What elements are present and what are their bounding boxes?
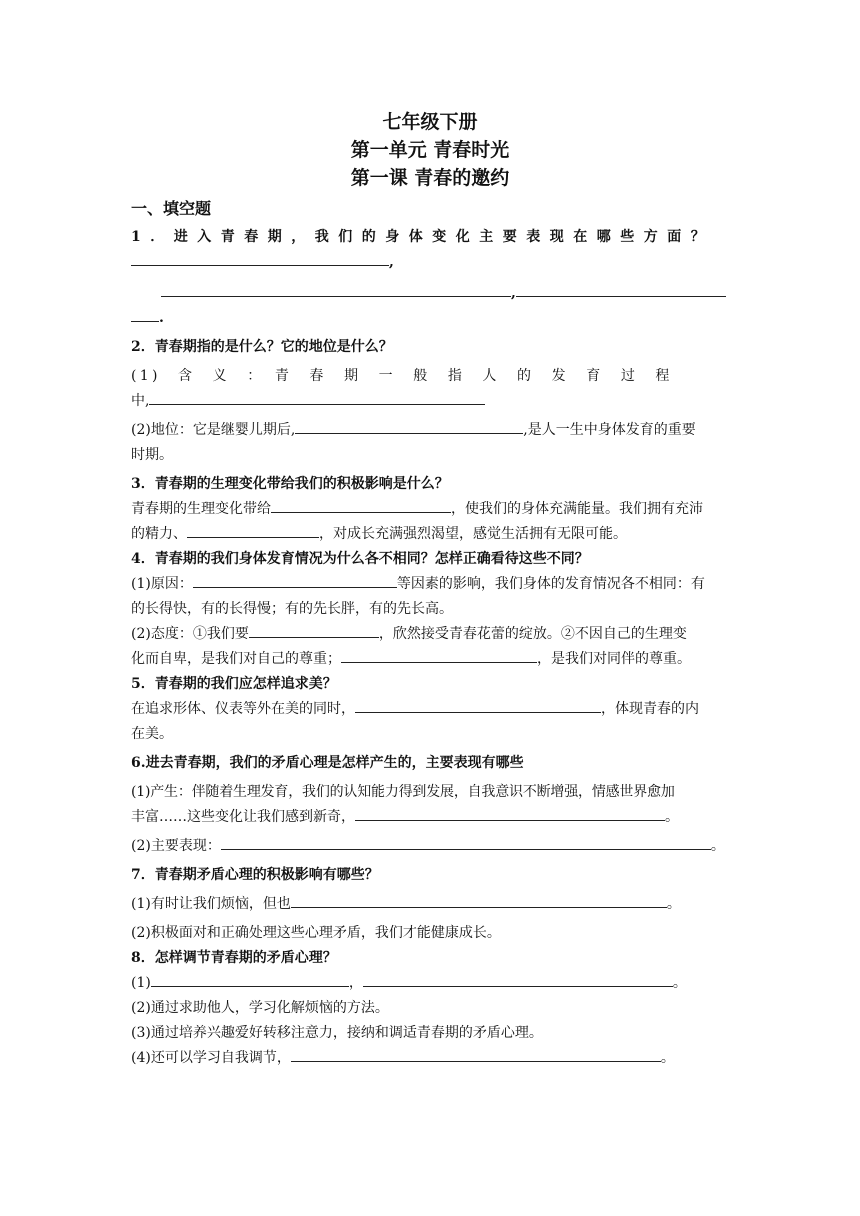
question-8-answer-4: (4)还可以学习自我调节， 。 bbox=[131, 1046, 730, 1071]
answer-blank[interactable] bbox=[161, 281, 511, 297]
answer-blank[interactable] bbox=[149, 389, 485, 405]
unit-title: 第一单元 青春时光 bbox=[350, 139, 510, 161]
question-2-answer-2: (2)地位：它是继婴儿期后, ,是人一生中身体发育的重要 bbox=[131, 418, 730, 443]
question-1-blank-line-2 bbox=[131, 281, 730, 306]
answer-blank[interactable] bbox=[221, 834, 711, 850]
question-3-prompt: 3．青春期的生理变化带给我们的积极影响是什么？ bbox=[131, 476, 449, 492]
question-4 bbox=[131, 547, 730, 672]
question-2-answer-2-cont: 时期。 bbox=[131, 447, 173, 463]
separator: , bbox=[389, 254, 394, 270]
question-4-prompt: 4．青春期的我们身体发育情况为什么各不相同？怎样正确看待这些不同？ bbox=[131, 551, 589, 567]
question-1 bbox=[131, 225, 730, 331]
answer-blank[interactable] bbox=[187, 522, 319, 538]
question-6-prompt: 6.进去青春期，我们的矛盾心理是怎样产生的，主要表现有哪些 bbox=[131, 755, 524, 771]
question-4-answer-1: (1)原因： 等因素的影响，我们身体的发育情况各不相同：有 bbox=[131, 572, 730, 597]
answer-blank[interactable] bbox=[193, 572, 397, 588]
answer-blank[interactable] bbox=[291, 1046, 661, 1062]
answer-blank[interactable] bbox=[271, 497, 451, 513]
question-4-answer-1-cont: 的长得快，有的长得慢；有的先长胖，有的先长高。 bbox=[131, 601, 453, 617]
question-8-answer-1: (1) ， 。 bbox=[131, 971, 730, 996]
answer-blank[interactable] bbox=[249, 622, 379, 638]
question-5-line-2: 在美。 bbox=[131, 726, 173, 742]
section-heading: 一、填空题 bbox=[131, 199, 212, 218]
question-7 bbox=[131, 863, 730, 946]
answer-blank[interactable] bbox=[295, 418, 523, 434]
title-block bbox=[0, 108, 860, 192]
question-4-answer-2-cont: 化而自卑，是我们对自己的尊重； ，是我们对同伴的尊重。 bbox=[131, 647, 730, 672]
question-7-answer-2: (2)积极面对和正确处理这些心理矛盾，我们才能健康成长。 bbox=[131, 925, 501, 941]
answer-blank[interactable] bbox=[355, 805, 665, 821]
question-6 bbox=[131, 751, 730, 859]
answer-blank[interactable] bbox=[516, 281, 726, 297]
question-7-answer-1: (1)有时让我们烦恼，但也 。 bbox=[131, 892, 730, 917]
separator: , bbox=[511, 285, 516, 301]
grade-title: 七年级下册 bbox=[382, 111, 478, 133]
question-5-line-1: 在追求形体、仪表等外在美的同时， ，体现青春的内 bbox=[131, 697, 730, 722]
question-6-answer-1: (1)产生：伴随着生理发育，我们的认知能力得到发展，自我意识不断增强，情感世界愈加 bbox=[131, 784, 675, 800]
question-1-blank-line-1 bbox=[131, 250, 730, 275]
question-2 bbox=[131, 335, 730, 468]
lesson-title: 第一课 青春的邀约 bbox=[350, 167, 510, 189]
worksheet-content bbox=[131, 196, 730, 1071]
question-8 bbox=[131, 946, 730, 1071]
question-5-prompt: 5．青春期的我们应怎样追求美？ bbox=[131, 676, 337, 692]
question-8-answer-3: (3)通过培养兴趣爱好转移注意力，接纳和调适青春期的矛盾心理。 bbox=[131, 1025, 543, 1041]
answer-blank[interactable] bbox=[341, 647, 537, 663]
question-1-blank-line-3 bbox=[131, 306, 730, 331]
answer-blank[interactable] bbox=[291, 892, 667, 908]
question-2-answer-1: (1) 含 义 ： 青 春 期 一 般 指 人 的 发 育 过 程 bbox=[131, 368, 673, 384]
answer-blank[interactable] bbox=[151, 971, 349, 987]
question-8-answer-2: (2)通过求助他人，学习化解烦恼的方法。 bbox=[131, 1000, 389, 1016]
question-2-prompt: 2．青春期指的是什么？它的地位是什么？ bbox=[131, 339, 393, 355]
question-3 bbox=[131, 472, 730, 547]
question-3-line-2: 的精力、 ，对成长充满强烈渴望，感觉生活拥有无限可能。 bbox=[131, 522, 730, 547]
question-1-prompt: 1．进入青春期，我们的身体变化主要表现在哪些方面？ bbox=[131, 229, 715, 245]
question-5 bbox=[131, 672, 730, 747]
answer-blank[interactable] bbox=[363, 971, 673, 987]
question-4-answer-2: (2)态度：①我们要 ，欣然接受青春花蕾的绽放。②不因自己的生理变 bbox=[131, 622, 730, 647]
answer-blank[interactable] bbox=[355, 697, 601, 713]
answer-blank[interactable] bbox=[131, 250, 389, 266]
question-8-prompt: 8．怎样调节青春期的矛盾心理？ bbox=[131, 950, 337, 966]
question-3-line-1: 青春期的生理变化带给 ，使我们的身体充满能量。我们拥有充沛 bbox=[131, 497, 730, 522]
question-6-answer-2: (2)主要表现： 。 bbox=[131, 834, 730, 859]
question-7-prompt: 7．青春期矛盾心理的积极影响有哪些？ bbox=[131, 867, 379, 883]
separator: . bbox=[159, 310, 164, 326]
question-2-answer-1-cont: 中, bbox=[131, 389, 730, 414]
answer-blank[interactable] bbox=[131, 306, 159, 322]
question-6-answer-1-cont: 丰富……这些变化让我们感到新奇， 。 bbox=[131, 805, 730, 830]
